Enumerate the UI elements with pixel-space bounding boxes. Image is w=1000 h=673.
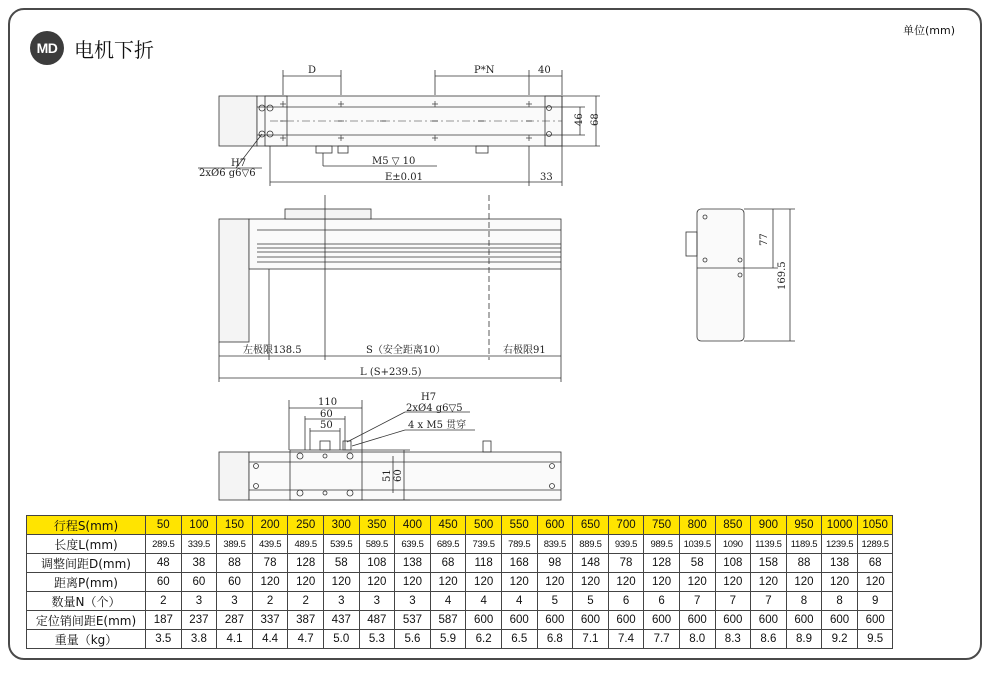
table-cell: 7 [751, 592, 787, 611]
carriage-pin-label: 2xØ4 g6▽5 [406, 403, 463, 414]
table-cell: 120 [751, 573, 787, 592]
table-cell: 350 [359, 516, 395, 535]
table-cell: 5.0 [323, 630, 359, 649]
table-cell: 8 [786, 592, 822, 611]
table-cell: 250 [288, 516, 324, 535]
table-cell: 6.2 [466, 630, 502, 649]
dim-77: 77 [759, 233, 770, 246]
dim-50: 50 [320, 420, 333, 431]
table-cell: 120 [252, 573, 288, 592]
table-cell: 750 [644, 516, 680, 535]
table-cell: 120 [323, 573, 359, 592]
table-cell: 1139.5 [751, 535, 787, 554]
dim-46: 46 [574, 113, 585, 126]
table-cell: 950 [786, 516, 822, 535]
table-cell: 8.6 [751, 630, 787, 649]
table-cell: 489.5 [288, 535, 324, 554]
table-cell: 120 [501, 573, 537, 592]
table-cell: 100 [181, 516, 217, 535]
table-cell: 487 [359, 611, 395, 630]
table-cell: 1050 [857, 516, 893, 535]
table-cell: 98 [537, 554, 573, 573]
table-cell: 439.5 [252, 535, 288, 554]
table-cell: 289.5 [146, 535, 182, 554]
table-cell: 88 [786, 554, 822, 573]
table-cell: 600 [608, 611, 644, 630]
table-cell: 1239.5 [822, 535, 858, 554]
table-cell: 650 [573, 516, 609, 535]
table-cell: 7.1 [573, 630, 609, 649]
quantity-n-row [27, 592, 893, 611]
dim-169-5: 169.5 [777, 261, 788, 290]
table-cell: 939.5 [608, 535, 644, 554]
table-cell: 6 [608, 592, 644, 611]
carriage-h7-label: H7 [421, 392, 437, 403]
table-cell: 3 [217, 592, 253, 611]
table-cell: 200 [252, 516, 288, 535]
table-cell: 4 [430, 592, 466, 611]
table-cell: 120 [573, 573, 609, 592]
table-cell: 1000 [822, 516, 858, 535]
page-title: 电机下折 [74, 38, 154, 62]
row-header: 重量（kg） [27, 630, 146, 649]
table-cell: 138 [822, 554, 858, 573]
left-limit-label: 左极限138.5 [243, 345, 302, 356]
table-cell: 6 [644, 592, 680, 611]
table-cell: 50 [146, 516, 182, 535]
table-cell: 6.5 [501, 630, 537, 649]
table-cell: 1090 [715, 535, 751, 554]
table-cell: 600 [573, 611, 609, 630]
table-cell: 187 [146, 611, 182, 630]
dim-110: 110 [318, 397, 338, 408]
table-cell: 600 [822, 611, 858, 630]
table-cell: 550 [501, 516, 537, 535]
row-header: 调整间距D(mm) [27, 554, 146, 573]
table-cell: 120 [644, 573, 680, 592]
table-cell: 120 [857, 573, 893, 592]
table-cell: 600 [501, 611, 537, 630]
table-cell: 120 [537, 573, 573, 592]
table-cell: 739.5 [466, 535, 502, 554]
row-header: 距离P(mm) [27, 573, 146, 592]
dim-40: 40 [538, 65, 551, 76]
table-cell: 5.3 [359, 630, 395, 649]
table-cell: 2 [288, 592, 324, 611]
table-cell: 600 [644, 611, 680, 630]
table-cell: 128 [288, 554, 324, 573]
table-cell: 150 [217, 516, 253, 535]
table-cell: 120 [822, 573, 858, 592]
table-cell: 4.4 [252, 630, 288, 649]
dim-pxn: P*N [474, 65, 495, 76]
table-cell: 120 [430, 573, 466, 592]
table-cell: 8.0 [679, 630, 715, 649]
table-cell: 539.5 [323, 535, 359, 554]
m5-label: M5 ▽ 10 [372, 156, 416, 167]
table-cell: 4 [501, 592, 537, 611]
table-cell: 138 [395, 554, 431, 573]
table-cell: 400 [395, 516, 431, 535]
table-cell: 168 [501, 554, 537, 573]
table-cell: 128 [644, 554, 680, 573]
table-cell: 7 [715, 592, 751, 611]
table-cell: 2 [252, 592, 288, 611]
table-cell: 8.3 [715, 630, 751, 649]
table-cell: 120 [679, 573, 715, 592]
row-header: 长度L(mm) [27, 535, 146, 554]
table-cell: 3.5 [146, 630, 182, 649]
table-cell: 337 [252, 611, 288, 630]
row-header: 数量N（个） [27, 592, 146, 611]
table-cell: 689.5 [430, 535, 466, 554]
table-cell: 300 [323, 516, 359, 535]
row-header: 定位销间距E(mm) [27, 611, 146, 630]
table-cell: 537 [395, 611, 431, 630]
table-cell: 8.9 [786, 630, 822, 649]
table-cell: 4.1 [217, 630, 253, 649]
table-cell: 5.6 [395, 630, 431, 649]
table-cell: 600 [537, 611, 573, 630]
row-header: 行程S(mm) [27, 516, 146, 535]
model-badge: MD [30, 31, 64, 65]
table-cell: 1289.5 [857, 535, 893, 554]
table-cell: 7 [679, 592, 715, 611]
table-cell: 108 [359, 554, 395, 573]
table-cell: 587 [430, 611, 466, 630]
table-cell: 5 [537, 592, 573, 611]
dim-d: D [308, 65, 317, 76]
table-cell: 120 [608, 573, 644, 592]
table-cell: 237 [181, 611, 217, 630]
table-cell: 600 [786, 611, 822, 630]
e-label: E±0.01 [385, 172, 423, 183]
unit-label: 单位(mm) [903, 24, 956, 37]
top-view [198, 65, 601, 186]
table-cell: 60 [146, 573, 182, 592]
table-cell: 600 [679, 611, 715, 630]
dim-33: 33 [540, 172, 553, 183]
table-cell: 800 [679, 516, 715, 535]
table-cell: 158 [751, 554, 787, 573]
table-cell: 38 [181, 554, 217, 573]
stroke-label: S（安全距离10） [366, 345, 446, 356]
table-cell: 118 [466, 554, 502, 573]
table-cell: 3 [181, 592, 217, 611]
table-cell: 2 [146, 592, 182, 611]
table-cell: 387 [288, 611, 324, 630]
table-cell: 4.7 [288, 630, 324, 649]
table-cell: 68 [430, 554, 466, 573]
length-row [27, 535, 893, 554]
distance-p-row [27, 573, 893, 592]
table-cell: 589.5 [359, 535, 395, 554]
dim-60-top: 60 [320, 409, 333, 420]
table-cell: 1189.5 [786, 535, 822, 554]
table-cell: 1039.5 [679, 535, 715, 554]
table-cell: 8 [822, 592, 858, 611]
top-pin-label: 2xØ6 g6▽6 [199, 168, 256, 179]
table-cell: 850 [715, 516, 751, 535]
dim-68: 68 [590, 113, 601, 126]
table-cell: 9.5 [857, 630, 893, 649]
table-cell: 989.5 [644, 535, 680, 554]
table-cell: 58 [323, 554, 359, 573]
table-cell: 3 [359, 592, 395, 611]
table-cell: 7.4 [608, 630, 644, 649]
table-cell: 600 [715, 611, 751, 630]
table-cell: 108 [715, 554, 751, 573]
table-cell: 68 [857, 554, 893, 573]
table-cell: 500 [466, 516, 502, 535]
table-cell: 700 [608, 516, 644, 535]
table-cell: 600 [537, 516, 573, 535]
table-cell: 9 [857, 592, 893, 611]
table-cell: 600 [466, 611, 502, 630]
table-cell: 120 [359, 573, 395, 592]
table-cell: 789.5 [501, 535, 537, 554]
table-cell: 3 [323, 592, 359, 611]
table-cell: 600 [751, 611, 787, 630]
table-cell: 60 [217, 573, 253, 592]
table-cell: 120 [395, 573, 431, 592]
table-cell: 600 [857, 611, 893, 630]
table-cell: 6.8 [537, 630, 573, 649]
table-cell: 120 [715, 573, 751, 592]
end-view [686, 209, 795, 341]
table-cell: 437 [323, 611, 359, 630]
table-cell: 889.5 [573, 535, 609, 554]
table-cell: 120 [288, 573, 324, 592]
table-cell: 5 [573, 592, 609, 611]
table-cell: 3 [395, 592, 431, 611]
stroke-row [27, 516, 893, 535]
table-cell: 450 [430, 516, 466, 535]
table-cell: 9.2 [822, 630, 858, 649]
table-cell: 639.5 [395, 535, 431, 554]
side-view [219, 195, 561, 382]
table-cell: 78 [608, 554, 644, 573]
table-cell: 3.8 [181, 630, 217, 649]
dim-60-side: 60 [393, 469, 404, 482]
table-cell: 900 [751, 516, 787, 535]
adjust-spacing-row [27, 554, 893, 573]
top-h7-label: H7 [231, 158, 247, 169]
weight-row [27, 630, 893, 649]
table-cell: 389.5 [217, 535, 253, 554]
right-limit-label: 右极限91 [503, 345, 546, 356]
table-cell: 88 [217, 554, 253, 573]
dim-51: 51 [382, 469, 393, 482]
table-cell: 148 [573, 554, 609, 573]
spec-table [26, 515, 893, 649]
table-cell: 839.5 [537, 535, 573, 554]
table-cell: 60 [181, 573, 217, 592]
table-cell: 287 [217, 611, 253, 630]
table-cell: 48 [146, 554, 182, 573]
table-cell: 5.9 [430, 630, 466, 649]
table-cell: 120 [786, 573, 822, 592]
table-cell: 339.5 [181, 535, 217, 554]
length-label: L (S+239.5) [360, 367, 422, 378]
table-cell: 4 [466, 592, 502, 611]
table-cell: 120 [466, 573, 502, 592]
pin-spacing-row [27, 611, 893, 630]
table-cell: 7.7 [644, 630, 680, 649]
carriage-m5-label: 4 x M5 贯穿 [408, 420, 467, 431]
table-cell: 78 [252, 554, 288, 573]
carriage-view [219, 392, 561, 500]
table-cell: 58 [679, 554, 715, 573]
